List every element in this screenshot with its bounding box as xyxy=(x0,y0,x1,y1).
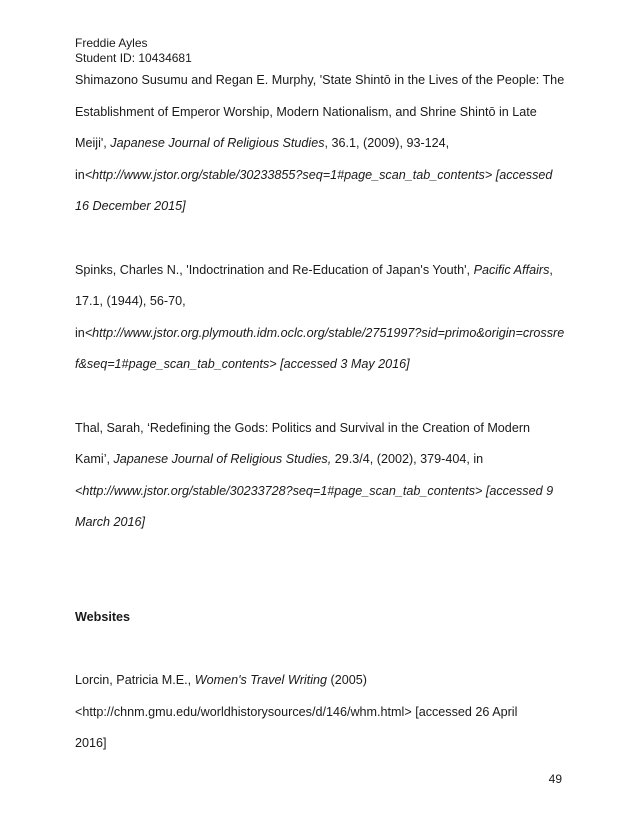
reference-line: f&seq=1#page_scan_tab_contents> [accessed 3 May 2016] xyxy=(75,357,410,372)
reference-line: Lorcin, Patricia M.E., Women's Travel Writing (2005) xyxy=(75,673,367,688)
section-heading: Websites xyxy=(75,610,131,625)
reference-line: in<http://www.jstor.org/stable/30233855?seq=1#page_scan_tab_contents> [accessed xyxy=(75,167,553,182)
reference-lorcin xyxy=(75,672,570,767)
reference-line: 17.1, (1944), 56-70, xyxy=(75,294,186,309)
journal-title: Japanese Journal of Religious Studies xyxy=(110,136,325,151)
reference-thal xyxy=(75,420,570,546)
bibliography xyxy=(75,72,570,767)
reference-line: Shimazono Susumu and Regan E. Murphy, 'State Shintō in the Lives of the People: The xyxy=(75,73,565,87)
journal-title: Pacific Affairs xyxy=(473,262,550,277)
page-number: 49 xyxy=(548,772,562,786)
work-title: Women's Travel Writing xyxy=(194,673,328,688)
reference-line: Meiji', Japanese Journal of Religious Studies, 36.1, (2009), 93-124, xyxy=(75,136,450,151)
reference-line: <http://www.jstor.org/stable/30233728?seq=1#page_scan_tab_contents> [accessed 9 xyxy=(75,483,554,498)
reference-line: March 2016] xyxy=(75,515,146,530)
reference-spinks xyxy=(75,262,570,388)
reference-line: Establishment of Emperor Worship, Modern Nationalism, and Shrine Shintō in Late xyxy=(75,104,537,119)
author-name: Freddie Ayles xyxy=(75,36,148,50)
reference-line: Kami’, Japanese Journal of Religious Studies, 29.3/4, (2002), 379-404, in xyxy=(75,452,484,467)
reference-line: Spinks, Charles N., 'Indoctrination and Re-Education of Japan's Youth', Pacific Affairs, xyxy=(75,262,553,277)
reference-url: <http://www.jstor.org/stable/30233855?seq=1#page_scan_tab_contents> [accessed xyxy=(84,167,553,182)
reference-line: in<http://www.jstor.org.plymouth.idm.oclc.org/stable/2751997?sid=primo&origin=crossre xyxy=(75,325,565,340)
reference-url: <http://www.jstor.org.plymouth.idm.oclc.org/stable/2751997?sid=primo&origin=crossre xyxy=(84,325,565,340)
reference-line: <http://chnm.gmu.edu/worldhistorysources/d/146/whm.html> [accessed 26 April xyxy=(75,704,518,719)
page-header xyxy=(75,36,192,66)
student-id: Student ID: 10434681 xyxy=(75,51,192,65)
journal-title: Japanese Journal of Religious Studies, xyxy=(113,452,332,467)
reference-line: Thal, Sarah, ‘Redefining the Gods: Politics and Survival in the Creation of Modern xyxy=(75,420,531,435)
reference-line: 16 December 2015] xyxy=(75,199,186,214)
reference-shimazono xyxy=(75,72,570,230)
reference-line: 2016] xyxy=(75,736,107,751)
